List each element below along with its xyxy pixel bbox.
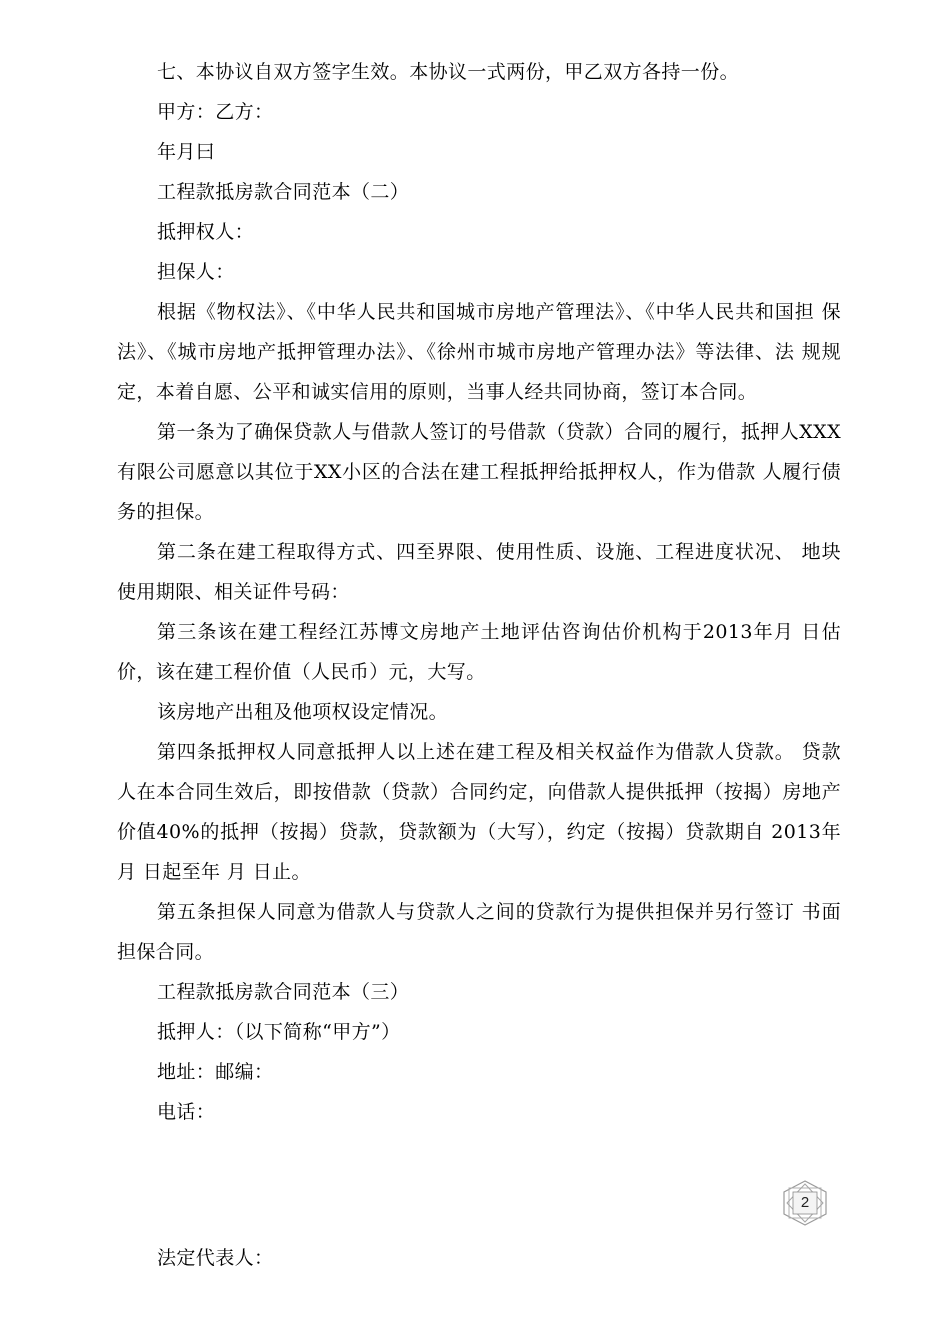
paragraph-date-line: 年月曰	[157, 141, 216, 163]
paragraph-article-five: 第五条担保人同意为借款人与贷款人之间的贷款行为提供担保并另行签订 书面担保合同。	[117, 901, 841, 963]
paragraph-article-three: 第三条该在建工程经江苏博文房地产土地评估咨询估价机构于2013年月 日估价，该在建工程价值（人民币）元，大写。	[117, 621, 841, 683]
paragraph-phone: 电话：	[157, 1101, 216, 1123]
page-number-badge	[780, 1180, 830, 1226]
next-page-start	[117, 1238, 841, 1278]
paragraph-mortgagor: 抵押人：（以下简称“甲方”）	[157, 1021, 401, 1043]
paragraph-party-signatures: 甲方：乙方：	[157, 101, 274, 123]
paragraph-guarantor: 担保人：	[157, 261, 235, 283]
paragraph-legal-representative: 法定代表人：	[157, 1247, 274, 1269]
paragraph-mortgagee: 抵押权人：	[157, 221, 255, 243]
section-title-template-two: 工程款抵房款合同范本（二）	[157, 181, 410, 203]
page-number: 2	[800, 1194, 810, 1211]
document-body	[117, 52, 841, 1132]
paragraph-legal-basis: 根据《物权法》、《中华人民共和国城市房地产管理法》、《中华人民共和国担 保法》、《城市房地产抵押管理办法》、《徐州市城市房地产管理办法》等法律、法 规规定，本着自愿、公平和诚实信用的原则，当事人经共同协商，签订本合同。	[117, 301, 841, 403]
section-title-template-three: 工程款抵房款合同范本（三）	[157, 981, 410, 1003]
paragraph-article-one: 第一条为了确保贷款人与借款人签订的号借款（贷款）合同的履行，抵押人XXX有限公司愿意以其位于XX小区的合法在建工程抵押给抵押权人，作为借款 人履行债务的担保。	[117, 421, 841, 523]
paragraph-lease-status: 该房地产出租及他项权设定情况。	[157, 701, 449, 723]
paragraph-address-postcode: 地址：邮编：	[157, 1061, 274, 1083]
paragraph-article-four: 第四条抵押权人同意抵押人以上述在建工程及相关权益作为借款人贷款。 贷款人在本合同生效后，即按借款（贷款）合同约定，向借款人提供抵押（按揭）房地产价值40%的抵押（按揭）贷款，贷款额为（大写），约定（按揭）贷款期自 2013年 月 日起至年 月 日止。	[117, 741, 841, 883]
paragraph-article-two: 第二条在建工程取得方式、四至界限、使用性质、设施、工程进度状况、 地块使用期限、相关证件号码：	[117, 541, 841, 603]
paragraph-agreement-effective: 七、本协议自双方签字生效。本协议一式两份，甲乙双方各持一份。	[157, 61, 740, 83]
